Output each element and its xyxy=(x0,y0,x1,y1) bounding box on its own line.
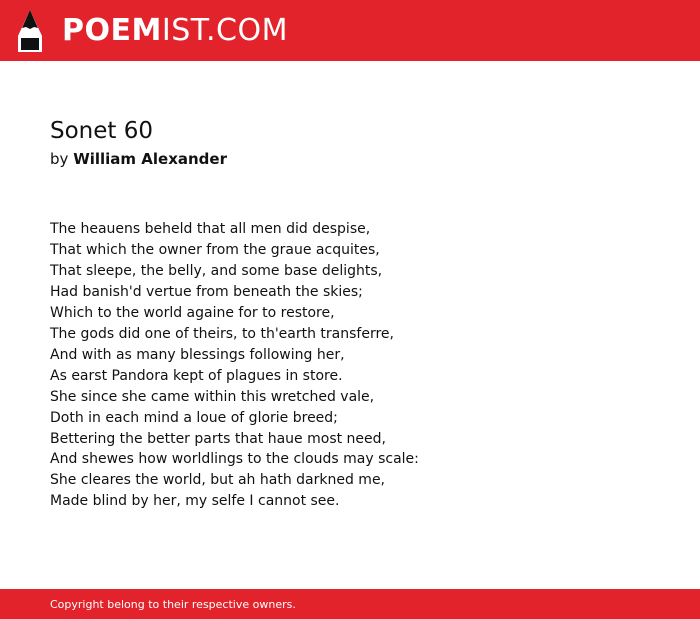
poem-line: She cleares the world, but ah hath darkned me, xyxy=(50,472,386,489)
poem-line: The gods did one of theirs, to th'earth transferre, xyxy=(50,325,394,342)
poem-line: And shewes how worldlings to the clouds may scale: xyxy=(50,451,419,468)
site-logo[interactable] xyxy=(62,12,288,50)
brand-bold: POEM xyxy=(62,13,162,48)
pencil-tip-icon[interactable] xyxy=(18,10,42,52)
poem-title: Sonet 60 xyxy=(50,118,153,144)
poem-line: The heauens beheld that all men did despise, xyxy=(50,221,371,237)
site-header xyxy=(0,0,700,61)
by-label: by xyxy=(50,150,69,168)
poem-body xyxy=(50,219,419,512)
poem-line: She since she came within this wretched vale, xyxy=(50,388,375,405)
byline xyxy=(50,149,227,169)
brand-light: IST.COM xyxy=(161,13,288,48)
poem-line: Bettering the better parts that haue most need, xyxy=(50,430,386,447)
copyright-text: Copyright belong to their respective owners. xyxy=(50,598,296,611)
poem-line: And with as many blessings following her, xyxy=(50,346,345,363)
poem-line: Had banish'd vertue from beneath the skies; xyxy=(50,283,363,300)
poem-line: Made blind by her, my selfe I cannot see. xyxy=(50,493,340,510)
poem-line: That sleepe, the belly, and some base delights, xyxy=(50,262,383,279)
poem-line: As earst Pandora kept of plagues in store. xyxy=(50,367,343,384)
author-name[interactable]: William Alexander xyxy=(73,150,227,168)
poem-line: Which to the world againe for to restore, xyxy=(50,304,335,321)
poem-line: That which the owner from the graue acquites, xyxy=(50,241,380,258)
poem-line: Doth in each mind a loue of glorie breed; xyxy=(50,409,338,426)
site-footer xyxy=(0,589,700,619)
